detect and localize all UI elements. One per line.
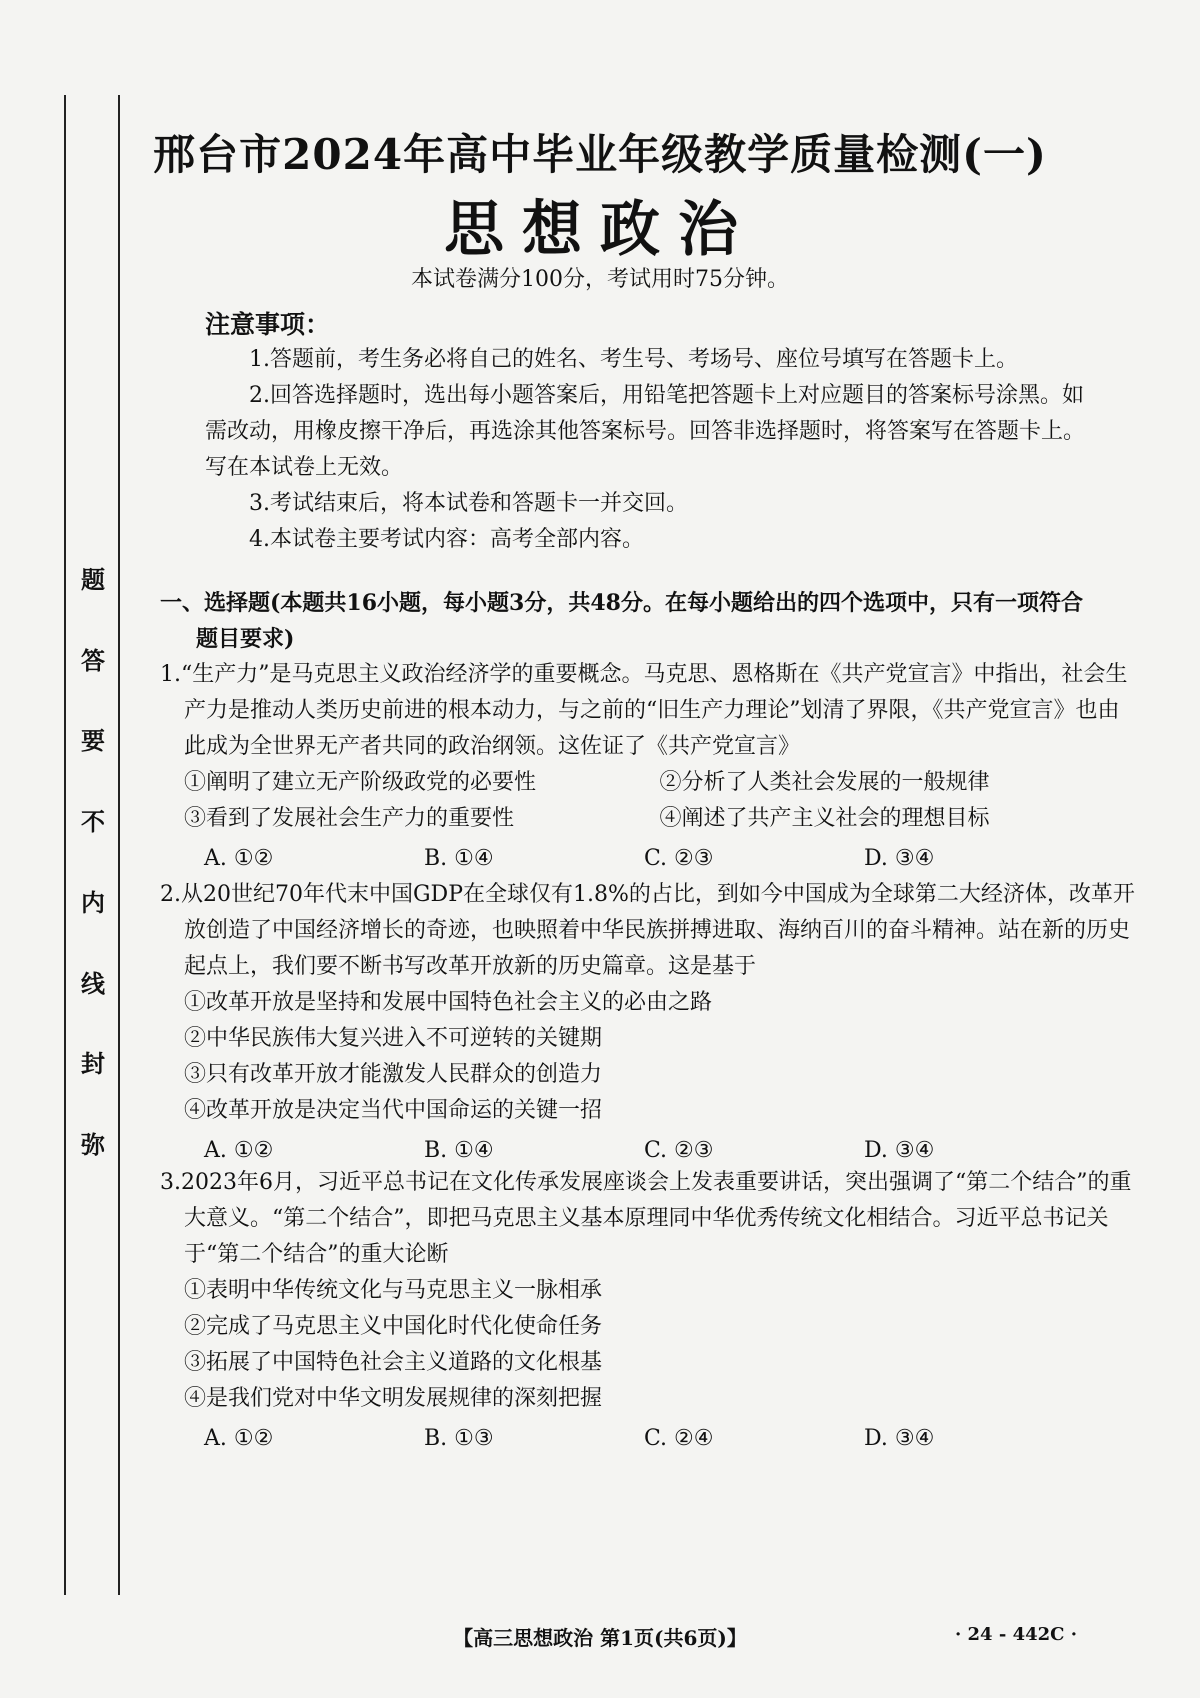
section-heading bbox=[160, 585, 1135, 657]
answer-choice: D. ③④ bbox=[864, 846, 935, 871]
question-3 bbox=[160, 1165, 1135, 1457]
notice-item: 2.回答选择题时，选出每小题答案后，用铅笔把答题卡上对应题目的答案标号涂黑。如需改动，用橡皮擦干净后，再选涂其他答案标号。回答非选择题时，将答案写在答题卡上。写在本试卷上无效。 bbox=[205, 383, 1086, 480]
answer-choice: A. ①② bbox=[204, 1138, 274, 1163]
answer-choices bbox=[160, 1421, 1135, 1457]
notice-list bbox=[205, 342, 1105, 558]
binding-line-inner bbox=[118, 95, 120, 1595]
question-option: ③只有改革开放才能激发人民群众的创造力 bbox=[184, 1062, 603, 1087]
answer-choice: B. ①④ bbox=[424, 1138, 494, 1163]
question-option: ②分析了人类社会发展的一般规律 bbox=[659, 770, 990, 795]
page-code: · 24 - 442C · bbox=[955, 1624, 1078, 1645]
side-char: 内 bbox=[81, 887, 105, 917]
answer-choice: D. ③④ bbox=[864, 1426, 935, 1451]
question-2 bbox=[160, 877, 1135, 1169]
side-char: 封 bbox=[81, 1049, 105, 1079]
question-option: ①改革开放是坚持和发展中国特色社会主义的必由之路 bbox=[184, 990, 713, 1015]
notice-item: 1.答题前，考生务必将自己的姓名、考生号、考场号、座位号填写在答题卡上。 bbox=[249, 347, 1018, 372]
option-row bbox=[160, 801, 1135, 837]
side-char: 题 bbox=[81, 565, 105, 594]
notice-item: 3.考试结束后，将本试卷和答题卡一并交回。 bbox=[249, 491, 688, 516]
question-option: ②中华民族伟大复兴进入不可逆转的关键期 bbox=[184, 1026, 603, 1051]
answer-choice: C. ②③ bbox=[644, 1138, 714, 1163]
question-option: ④改革开放是决定当代中国命运的关键一招 bbox=[184, 1098, 603, 1123]
page-footer: 【高三思想政治 第1页(共6页)】 bbox=[453, 1626, 747, 1650]
answer-choice: A. ①② bbox=[204, 1426, 274, 1451]
answer-choices bbox=[160, 1133, 1135, 1169]
answer-choice: B. ①④ bbox=[424, 846, 494, 871]
question-option: ③拓展了中国特色社会主义道路的文化根基 bbox=[184, 1350, 603, 1375]
question-stem: 2.从20世纪70年代末中国GDP在全球仅有1.8%的占比，到如今中国成为全球第二大经济体，改革开放创造了中国经济增长的奇迹，也映照着中华民族拼搏进取、海纳百川的奋斗精神。站在新的历史起点上，我们要不断书写改革开放新的历史篇章。这是基于 bbox=[160, 882, 1135, 979]
question-option: ④是我们党对中华文明发展规律的深刻把握 bbox=[184, 1386, 603, 1411]
question-option: ①表明中华传统文化与马克思主义一脉相承 bbox=[184, 1278, 603, 1303]
exam-meta: 本试卷满分100分，考试用时75分钟。 bbox=[411, 267, 789, 292]
question-stem: 1.“生产力”是马克思主义政治经济学的重要概念。马克思、恩格斯在《共产党宣言》中指出，社会生产力是推动人类历史前进的根本动力，与之前的“旧生产力理论”划清了界限，《共产党宣言》也由此成为全世界无产者共同的政治纲领。这佐证了《共产党宣言》 bbox=[160, 662, 1128, 759]
section-heading-line: 题目要求) bbox=[196, 626, 295, 652]
question-option: ③看到了发展社会生产力的重要性 bbox=[184, 806, 515, 831]
question-option: ②完成了马克思主义中国化时代化使命任务 bbox=[184, 1314, 603, 1339]
answer-choice: C. ②④ bbox=[644, 1426, 714, 1451]
section-heading-line: 一、选择题(本题共16小题，每小题3分，共48分。在每小题给出的四个选项中，只有一项符合 bbox=[160, 590, 1083, 616]
binding-margin-text bbox=[78, 560, 108, 1160]
question-option: ④阐述了共产主义社会的理想目标 bbox=[659, 806, 990, 831]
exam-title: 邢台市2024年高中毕业年级教学质量检测(一) bbox=[153, 130, 1047, 179]
notice-title: 注意事项： bbox=[205, 310, 331, 339]
side-char: 答 bbox=[81, 645, 105, 675]
notice-item: 4.本试卷主要考试内容：高考全部内容。 bbox=[249, 527, 644, 552]
option-row bbox=[160, 765, 1135, 801]
question-1 bbox=[160, 657, 1135, 877]
side-char: 要 bbox=[81, 726, 105, 756]
side-char: 弥 bbox=[81, 1129, 105, 1159]
answer-choices bbox=[160, 841, 1135, 877]
answer-choice: B. ①③ bbox=[424, 1426, 494, 1451]
subject-title: 思想政治 bbox=[444, 195, 756, 265]
answer-choice: D. ③④ bbox=[864, 1138, 935, 1163]
side-char: 不 bbox=[81, 807, 105, 837]
answer-choice: C. ②③ bbox=[644, 846, 714, 871]
side-char: 线 bbox=[81, 968, 105, 998]
question-stem: 3.2023年6月，习近平总书记在文化传承发展座谈会上发表重要讲话，突出强调了“第二个结合”的重大意义。“第二个结合”，即把马克思主义基本原理同中华优秀传统文化相结合。习近平总书记关于“第二个结合”的重大论断 bbox=[160, 1170, 1132, 1267]
question-option: ①阐明了建立无产阶级政党的必要性 bbox=[184, 770, 537, 795]
answer-choice: A. ①② bbox=[204, 846, 274, 871]
binding-line-outer bbox=[64, 95, 66, 1595]
